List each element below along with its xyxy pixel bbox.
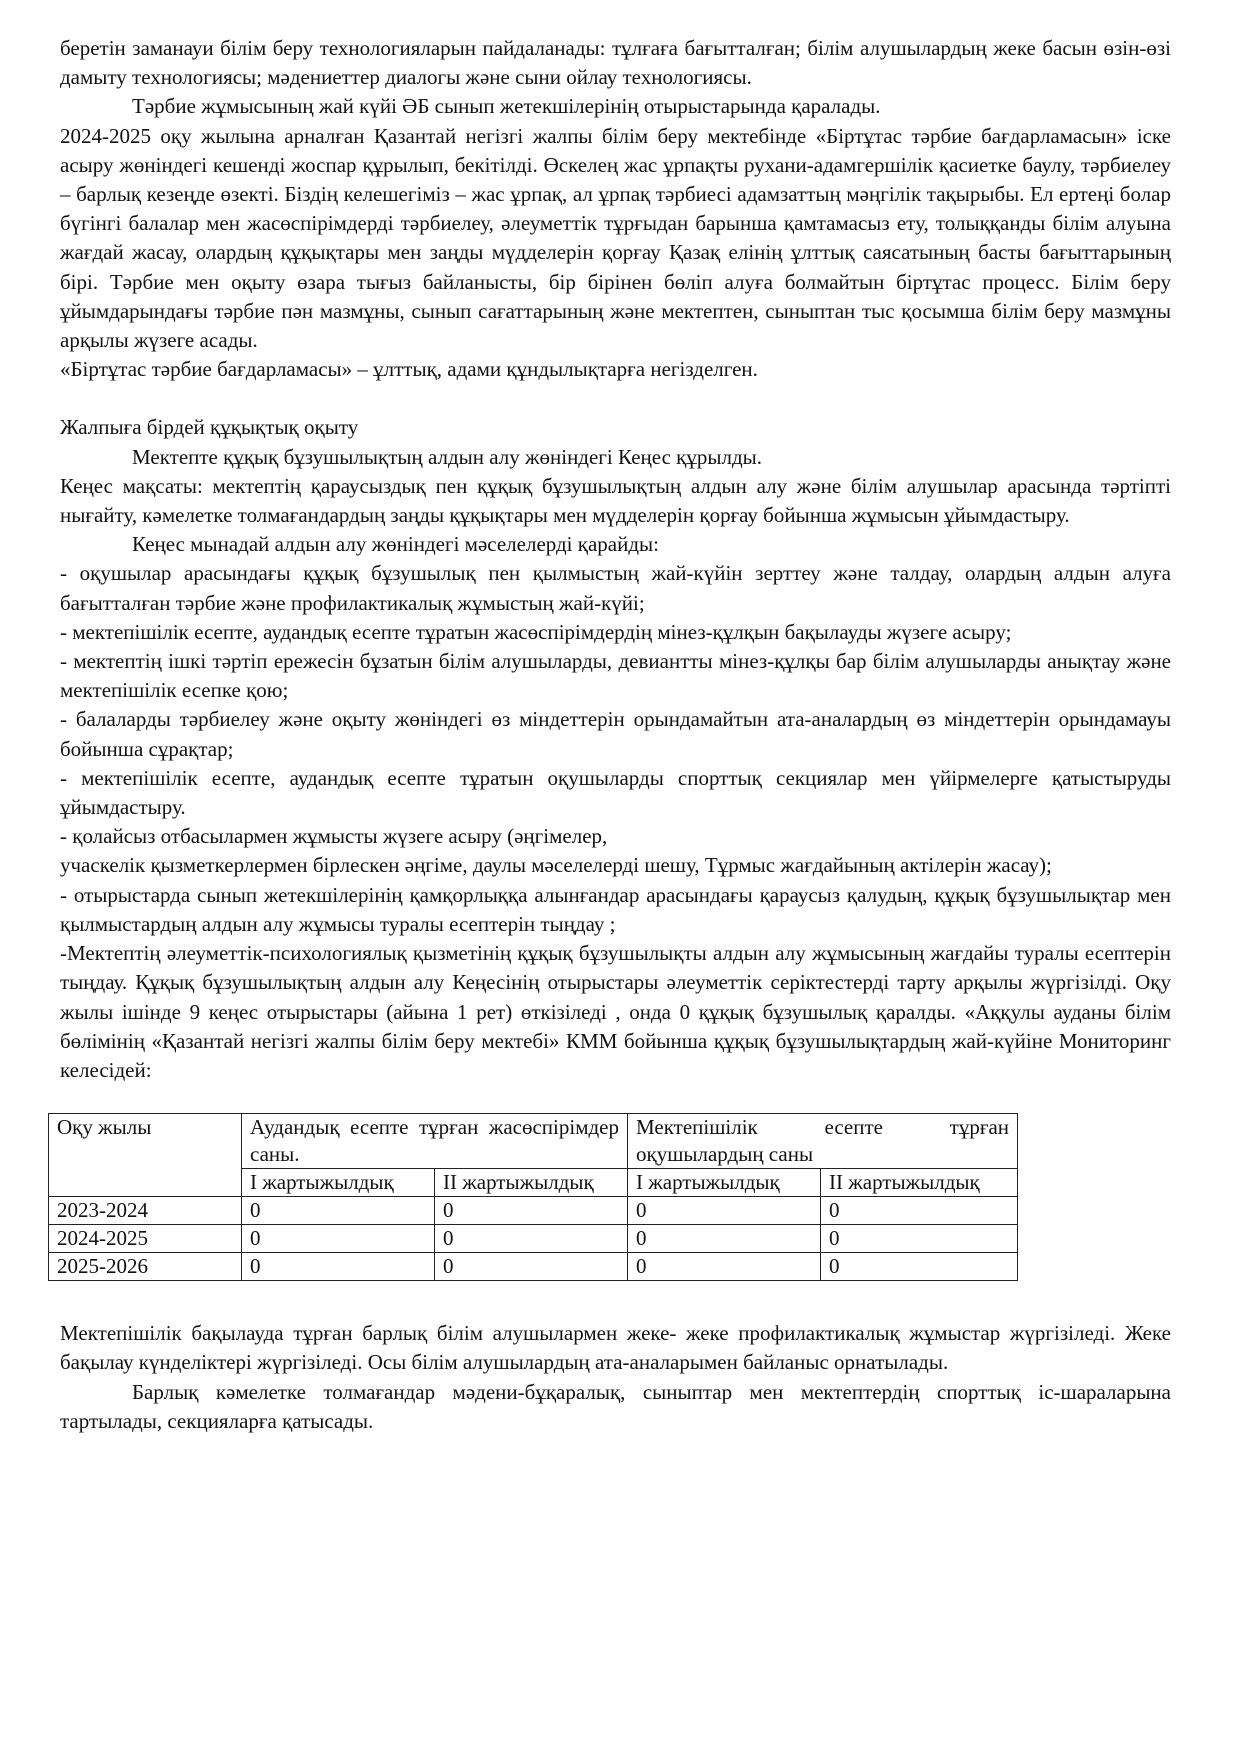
- header-school-group: [628, 1114, 1018, 1169]
- paragraph: 2024-2025 оқу жылына арналған Қазантай негізгі жалпы білім беру мектебінде «Біртұтас тәрбие бағдарламасын» іске асыру жөніндегі кешенді жоспар құрылып, бекітілді. Өскелең жас ұрпақты рухани-адамгершілік қасиетке баулу, тәрбиелеу – барлық кезеңде өзекті. Біздің келешегіміз – жас ұрпақ, ал ұрпақ тәрбиесі адамзаттың мәңгілік тақырыбы. Ел ертеңі болар бүгінгі балалар мен жасөспірімдерді тәрбиелеу, әлеуметтік тұрғыдан барынша қамтамасыз ету, толыққанды білім алуына жағдай жасау, олардың құқықтары мен заңды мүдделерін қорғау Қазақ елінің ұлттық саясатының басты бағыттарының бірі. Тәрбие мен оқыту өзара тығыз байланысты, бір бірінен бөліп алуға болмайтын біртұтас процесс. Білім беру ұйымдарындағы тәрбие пән мазмұны, сынып сағаттарының және мектептен, сыныптан тыс қосымша білім беру мазмұны арқылы жүзеге асады.: [60, 123, 1171, 353]
- list-item: - балаларды тәрбиелеу және оқыту жөніндегі өз міндеттерін орындамайтын ата-аналардың өз міндеттерін орындамауы бойынша сұрақтар;: [60, 707, 1171, 761]
- paragraph: «Біртұтас тәрбие бағдарламасы» – ұлттық, адами құндылықтарға негізделген.: [60, 357, 758, 382]
- list-item: -Мектептің әлеуметтік-психологиялық қызметінің құқық бұзушылықты алдын алу жұмысының жағдайы туралы есептерін тыңдау. Құқық бұзушылықтың алдын алу Кеңесінің отырыстары әлеуметтік серіктестерді тарту арқылы жүргізілді. Оқу жылы ішінде 9 кеңес отырыстары (айына 1 рет) өткізіледі , онда 0 құқық бұзушылық қаралды. «Аққулы ауданы білім бөлімінің «Қазантай негізгі жалпы білім беру мектебі» КММ бойынша құқық бұзушылықтардың жай-күйіне Мониторинг келесідей:: [60, 941, 1171, 1082]
- subheader-cell: I жартыжылдық: [242, 1169, 435, 1197]
- table-row: [49, 1197, 1018, 1225]
- header-school-label: Мектепішілік есепте тұрған оқушылардың саны: [636, 1115, 1010, 1167]
- paragraph: Барлық кәмелетке толмағандар мәдени-бұқаралық, сыныптар мен мектептердің спорттық іс-шараларына тартылады, секцияларға қатысады.: [60, 1379, 1171, 1433]
- spacer: [60, 384, 1171, 413]
- list-item: - отырыстарда сынып жетекшілерінің қамқорлыққа алынғандар арасындағы қараусыз қалудың, құқық бұзушылықтар мен қылмыстардың алдын алу жұмысы туралы есептерін тыңдау ;: [60, 882, 1171, 936]
- section-heading: Жалпыға бірдей құқықтық оқыту: [60, 415, 359, 440]
- paragraph: беретін заманауи білім беру технологияларын пайдаланады: тұлғаға бағытталған; білім алушылардың жеке басын өзін-өзі дамыту технологиясы; мәдениеттер диалогы және сыни ойлау технологиясы.: [60, 36, 1171, 90]
- table-container: [57, 1113, 1171, 1281]
- paragraph: Кеңес мақсаты: мектептің қараусыздық пен құқық бұзушылықтың алдын алу және білім алушылар арасында тәртіпті нығайту, кәмелетке толмағандардың заңды құқықтары мен мүдделерін қорғау бойынша жұмысын ұйымдастыру.: [60, 473, 1171, 528]
- header-district-group: [242, 1114, 628, 1169]
- value-cell: 0: [435, 1253, 628, 1281]
- header-district-label: Аудандық есепте тұрған жасөспірімдер саны.: [250, 1115, 620, 1167]
- subheader-cell: I жартыжылдық: [628, 1169, 821, 1197]
- value-cell: 0: [435, 1197, 628, 1225]
- value-cell: 0: [628, 1197, 821, 1225]
- value-cell: 0: [821, 1197, 1018, 1225]
- paragraph: Кеңес мынадай алдын алу жөніндегі мәселелерді қарайды:: [132, 532, 659, 557]
- value-cell: 0: [821, 1225, 1018, 1253]
- year-cell: 2023-2024: [49, 1197, 242, 1225]
- value-cell: 0: [242, 1197, 435, 1225]
- list-item: - мектепішілік есепте, аудандық есепте тұратын жасөспірімдердің мінез-құлқын бақылауды жүзеге асыру;: [60, 619, 1012, 644]
- table-row: [49, 1253, 1018, 1281]
- paragraph: Мектепішілік бақылауда тұрған барлық білім алушылармен жеке- жеке профилактикалық жұмыстар жүргізіледі. Жеке бақылау күнделіктері жүргізіледі. Осы білім алушылардың ата-аналарымен байланыс орнатылады.: [60, 1321, 1171, 1375]
- list-item: - мектепішілік есепте, аудандық есепте тұратын оқушыларды спорттық секциялар мен үйірмелерге қатыстыруды ұйымдастыру.: [60, 765, 1171, 820]
- list-item: - мектептің ішкі тәртіп ережесін бұзатын білім алушыларды, девиантты мінез-құлқы бар білім алушыларды анықтау және мектепішілік есепке қою;: [60, 649, 1171, 703]
- table-row: [49, 1225, 1018, 1253]
- value-cell: 0: [242, 1225, 435, 1253]
- value-cell: 0: [628, 1253, 821, 1281]
- table-header-row: [49, 1114, 1018, 1169]
- list-item: - қолайсыз отбасылармен жұмысты жүзеге асыру (әңгімелер,: [60, 824, 608, 849]
- list-item-continuation: учаскелік қызметкерлермен бірлескен әңгіме, даулы мәселелерді шешу, Тұрмыс жағдайының актілерін жасау);: [60, 853, 1052, 878]
- paragraph: Тәрбие жұмысының жай күйі ӘБ сынып жетекшілерінің отырыстарында қаралады.: [132, 94, 881, 119]
- value-cell: 0: [435, 1225, 628, 1253]
- value-cell: 0: [821, 1253, 1018, 1281]
- paragraph: Мектепте құқық бұзушылықтың алдын алу жөніндегі Кеңес құрылды.: [132, 444, 763, 469]
- year-cell: 2024-2025: [49, 1225, 242, 1253]
- header-year: Оқу жылы: [49, 1114, 242, 1197]
- list-item: - оқушылар арасындағы құқық бұзушылық пен қылмыстың жай-күйін зерттеу және талдау, олардың алдын алуға бағытталған тәрбие және профилактикалық жұмыстың жай-күйі;: [60, 561, 1171, 615]
- value-cell: 0: [628, 1225, 821, 1253]
- document-page: [57, 34, 1171, 1436]
- subheader-cell: II жартыжылдық: [821, 1169, 1018, 1197]
- subheader-cell: II жартыжылдық: [435, 1169, 628, 1197]
- year-cell: 2025-2026: [49, 1253, 242, 1281]
- value-cell: 0: [242, 1253, 435, 1281]
- monitoring-table: [48, 1113, 1018, 1281]
